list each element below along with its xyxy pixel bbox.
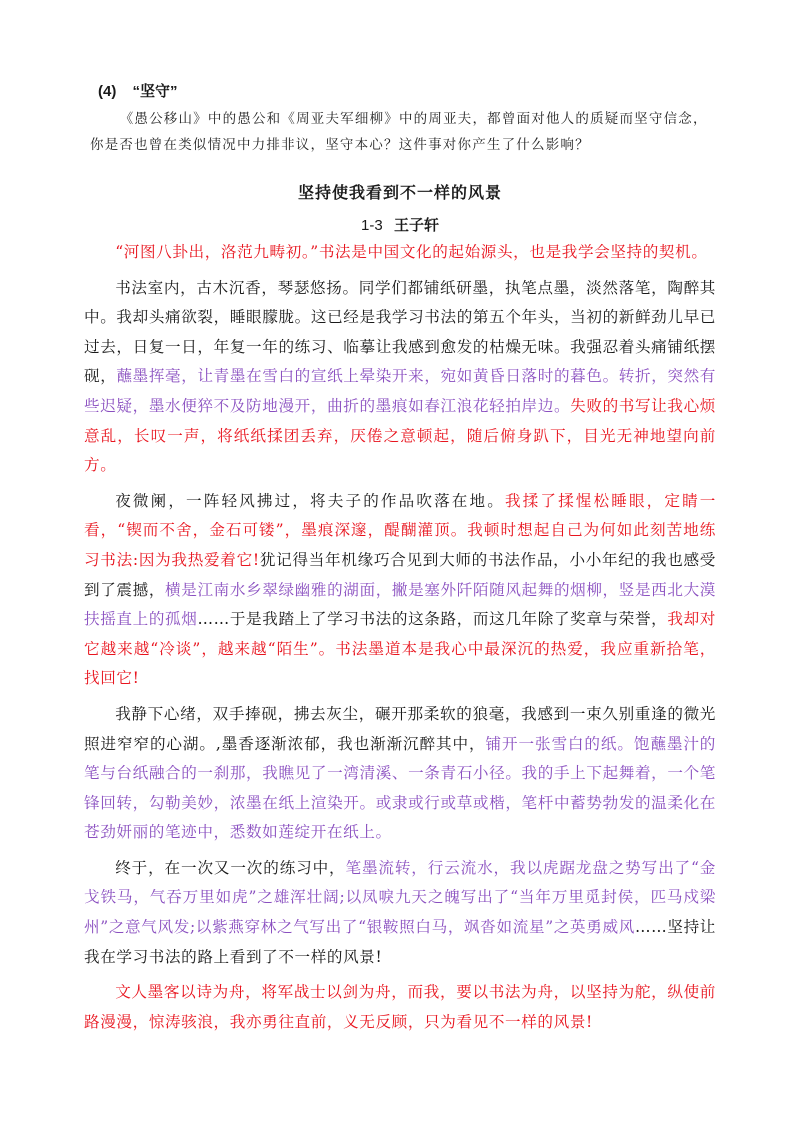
essay-segment: 文人墨客以诗为舟，将军战士以剑为舟，而我，要以书法为舟，以坚持为舵，纵使前路漫漫，惊涛骇浪，我亦勇往直前，义无反顾，只为看见不一样的风景! xyxy=(84,983,716,1031)
essay-segment: 我揉了揉惺松睡眼，定睛一看，“锲而不舍，金石可镂”，墨痕深邃，醍醐灌顶。我顿时想起自己为何如此刻苦地练习书法:因为我热爱着它! xyxy=(84,491,717,569)
essay-paragraph-2 xyxy=(84,274,716,481)
essay-paragraph-3 xyxy=(84,487,716,694)
essay-segment: 我却对它越来越“冷谈”，越来越“陌生”。书法墨道本是我心中最深沉的热爱，我应重新拾笔，找回它! xyxy=(84,610,716,688)
essay-paragraph-4 xyxy=(84,700,716,848)
essay-segment: “河图八卦出，洛范九畴初。”书法是中国文化的起始源头，也是我学会坚持的契机。 xyxy=(115,243,708,261)
question-prompt-line-1: 《愚公移山》中的愚公和《周亚夫军细柳》中的周亚夫，都曾面对他人的质疑而坚守信念， xyxy=(119,111,708,127)
essay-segment: 失败的书写让我心烦意乱，长叹一声，将纸纸揉团丢弃，厌倦之意顿起，随后俯身趴下，目光无神地望向前方。 xyxy=(84,396,716,475)
essay-segment: 犹记得当年机缘巧合见到大师的书法作品，小小年纪的我也感受到了震撼， xyxy=(84,550,716,599)
essay-segment: 书法室内，古木沉香，琴瑟悠扬。同学们都铺纸研墨，执笔点墨，淡然落笔，陶醉其中。我却头痛欲裂，睡眼朦胧。这已经是我学习书法的第五个年头，当初的新鲜劲儿早已过去，日复一日，年复一年的练习、临摹让我感到愈发的枯燥无味。我强忍着头痛铺纸摆砚， xyxy=(84,278,716,386)
essay-paragraph-6 xyxy=(84,978,716,1037)
essay-segment: 夜微阑，一阵轻风拂过，将夫子的作品吹落在地。 xyxy=(115,491,505,510)
essay-author xyxy=(0,214,800,235)
question-number: (4) xyxy=(98,83,117,100)
question-prompt xyxy=(90,106,710,158)
author-class: 1-3 xyxy=(361,217,383,234)
essay-segment: 横是江南水乡翠绿幽雅的湖面，撇是塞外阡陌随风起舞的烟柳，竖是西北大漠扶摇直上的孤烟 xyxy=(84,580,716,629)
question-heading xyxy=(98,80,178,101)
essay-paragraph-5 xyxy=(84,854,716,972)
essay-segment: 铺开一张雪白的纸。饱蘸墨汁的笔与台纸融合的一刹那，我瞧见了一湾清溪、一条青石小径。我的手上下起舞着，一个笔锋回转，勾勒美妙，浓墨在纸上渲染开。或隶或行或草或楷，笔杆中蓄势勃发的温柔化在苍劲妍丽的笔迹中，悉数如莲绽开在纸上。 xyxy=(84,734,716,842)
author-name: 王子轩 xyxy=(393,216,439,234)
essay-paragraph-1 xyxy=(84,238,716,268)
essay-title: 坚持使我看到不一样的风景 xyxy=(297,183,502,202)
question-prompt-line-2: 你是否也曾在类似情况中力排非议，坚守本心？这件事对你产生了什么影响？ xyxy=(90,137,590,153)
question-topic: “坚守” xyxy=(132,83,178,100)
essay-segment: ……坚持让我在学习书法的路上看到了不一样的风景! xyxy=(84,918,717,966)
essay-segment: 蘸墨挥毫，让青墨在雪白的宣纸上晕染开来，宛如黄昏日落时的暮色。转折，突然有些迟疑，墨水便猝不及防地漫开，曲折的墨痕如春江浪花轻拍岸边。 xyxy=(84,367,717,415)
essay-segment: 终于，在一次又一次的练习中， xyxy=(115,858,346,877)
essay-segment: ……于是我踏上了学习书法的这条路，而这几年除了奖章与荣誉， xyxy=(197,610,668,629)
essay-segment: 笔墨流转，行云流水，我以虎踞龙盘之势写出了“金戈铁马，气吞万里如虎”之雄浑壮阔;以凤唳九天之魄写出了“当年万里觅封侯，匹马戍梁州”之意气风发;以紫燕穿林之气写出了“银鞍照白马，飒沓如流星”之英勇威风 xyxy=(84,858,716,937)
essay-segment: 我静下心绪，双手捧砚，拂去灰尘，碾开那柔软的狼毫，我感到一束久别重逢的微光照进窄窄的心湖。,墨香逐渐浓郁，我也渐渐沉醉其中， xyxy=(84,704,716,753)
essay-body xyxy=(84,238,716,1043)
